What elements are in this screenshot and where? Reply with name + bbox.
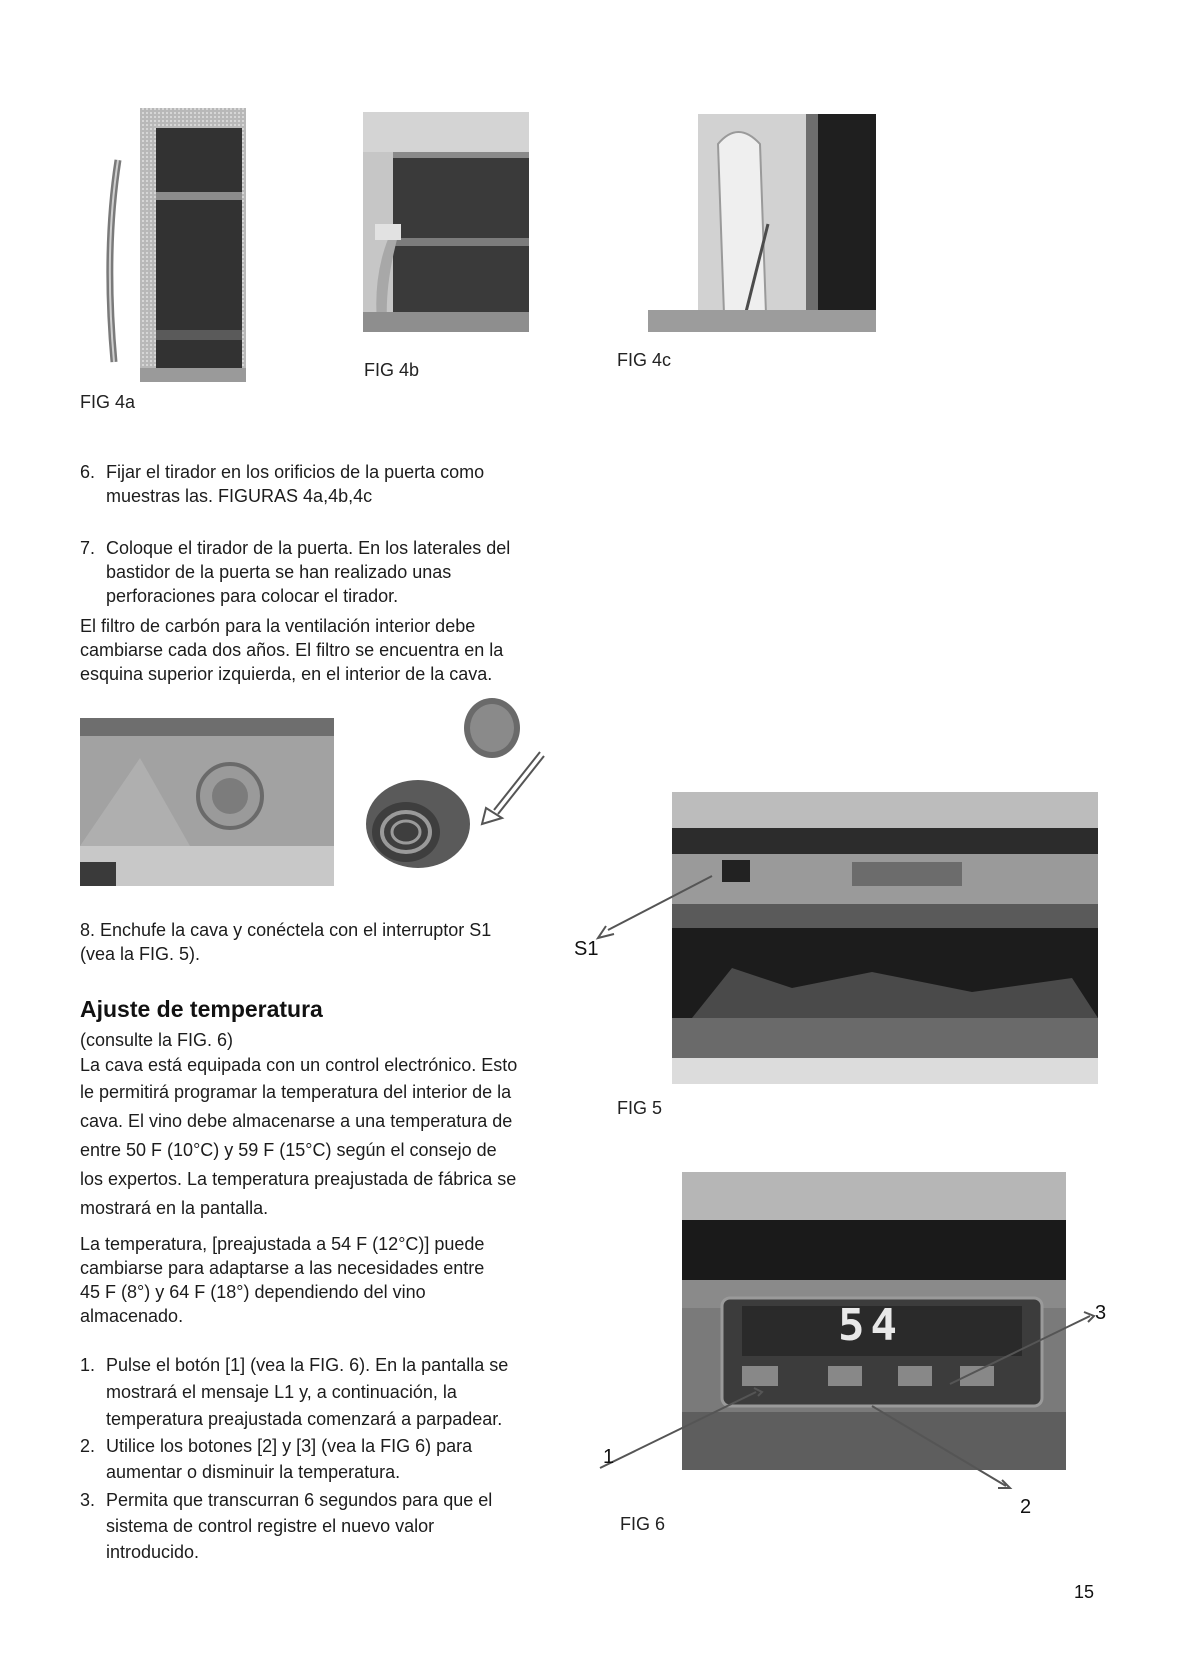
fig-4a-caption: FIG 4a — [80, 392, 136, 412]
paragraph-line: cambiarse cada dos años. El filtro se encuentra en la — [80, 640, 504, 660]
step-line: Pulse el botón [1] (vea la FIG. 6). En la pantalla se — [106, 1355, 509, 1375]
step-number: 6. — [80, 462, 96, 482]
filter-paragraph — [80, 614, 560, 686]
fig-5-caption: FIG 5 — [617, 1098, 663, 1118]
paragraph-line: los expertos. La temperatura preajustada de fábrica se — [80, 1169, 517, 1189]
fig-5-photo — [672, 792, 1098, 1084]
step-8 — [80, 918, 560, 966]
temp-step-2 — [80, 1433, 580, 1485]
arrow-to-button-1 — [600, 1392, 756, 1468]
step-line: Fijar el tirador en los orificios de la puerta como — [106, 462, 485, 482]
paragraph-line: La temperatura, [preajustada a 54 F (12°C)] puede — [80, 1234, 485, 1254]
step-number: 2. — [80, 1436, 96, 1456]
paragraph-line: El filtro de carbón para la ventilación interior debe — [80, 616, 476, 636]
step-line: temperatura preajustada comenzará a parpadear. — [106, 1409, 503, 1429]
temp-step-1 — [80, 1352, 580, 1432]
step-line: Utilice los botones [2] y [3] (vea la FIG 6) para — [106, 1436, 473, 1456]
temperature-display: 54 — [838, 1300, 903, 1351]
callout-3-label: 3 — [1095, 1302, 1107, 1324]
carbon-filter-illustration — [356, 692, 552, 882]
paragraph-line: entre 50 F (10°C) y 59 F (15°C) según el consejo de — [80, 1140, 497, 1160]
step-line: perforaciones para colocar el tirador. — [106, 586, 399, 606]
paragraph-line: 45 F (8°) y 64 F (18°) dependiendo del vino — [80, 1282, 426, 1302]
step-7 — [80, 536, 560, 610]
fig-4b-caption: FIG 4b — [364, 360, 420, 380]
s1-label: S1 — [574, 938, 599, 960]
fig-4a-photo — [98, 100, 246, 382]
preset-paragraph — [80, 1232, 580, 1328]
s1-arrow — [580, 872, 720, 952]
arrow-to-button-3 — [950, 1316, 1090, 1384]
page-number: 15 — [1074, 1582, 1095, 1602]
temp-step-3 — [80, 1487, 580, 1565]
step-6 — [80, 460, 560, 510]
step-line: muestras las. FIGURAS 4a,4b,4c — [106, 486, 373, 506]
step-line: bastidor de la puerta se han realizado unas — [106, 562, 452, 582]
section-intro — [80, 1028, 580, 1221]
callout-2-label: 2 — [1020, 1496, 1032, 1518]
step-line: Coloque el tirador de la puerta. En los laterales del — [106, 538, 511, 558]
step-line: mostrará el mensaje L1 y, a continuación, la — [106, 1382, 457, 1402]
section-heading: Ajuste de temperatura — [80, 996, 323, 1022]
step-line: sistema de control registre el nuevo valor — [106, 1516, 435, 1536]
step-line: introducido. — [106, 1542, 200, 1562]
fig-4b-photo — [363, 112, 529, 332]
filter-location-photo — [80, 718, 334, 886]
fig-4c-caption: FIG 4c — [617, 350, 672, 370]
paragraph-line: esquina superior izquierda, en el interior de la cava. — [80, 664, 493, 684]
paragraph-line: almacenado. — [80, 1306, 184, 1326]
paragraph-line: La cava está equipada con un control electrónico. Esto — [80, 1055, 518, 1075]
step-line: aumentar o disminuir la temperatura. — [106, 1462, 401, 1482]
paragraph-line: (consulte la FIG. 6) — [80, 1030, 234, 1050]
paragraph-line: le permitirá programar la temperatura del interior de la — [80, 1082, 512, 1102]
step-number: 7. — [80, 538, 96, 558]
step-number: 3. — [80, 1490, 96, 1510]
fig-6-caption: FIG 6 — [620, 1514, 666, 1534]
fig-4c-photo — [648, 114, 876, 332]
paragraph-line: 8. Enchufe la cava y conéctela con el interruptor S1 — [80, 920, 492, 940]
step-number: 1. — [80, 1355, 96, 1375]
paragraph-line: mostrará en la pantalla. — [80, 1198, 269, 1218]
paragraph-line: cava. El vino debe almacenarse a una temperatura de — [80, 1111, 513, 1131]
paragraph-line: cambiarse para adaptarse a las necesidades entre — [80, 1258, 485, 1278]
callout-1-label: 1 — [603, 1446, 615, 1468]
fig-6-callout-arrows — [590, 1300, 1130, 1640]
arrow-to-button-2 — [872, 1406, 1006, 1486]
step-line: Permita que transcurran 6 segundos para que el — [106, 1490, 493, 1510]
paragraph-line: (vea la FIG. 5). — [80, 944, 201, 964]
